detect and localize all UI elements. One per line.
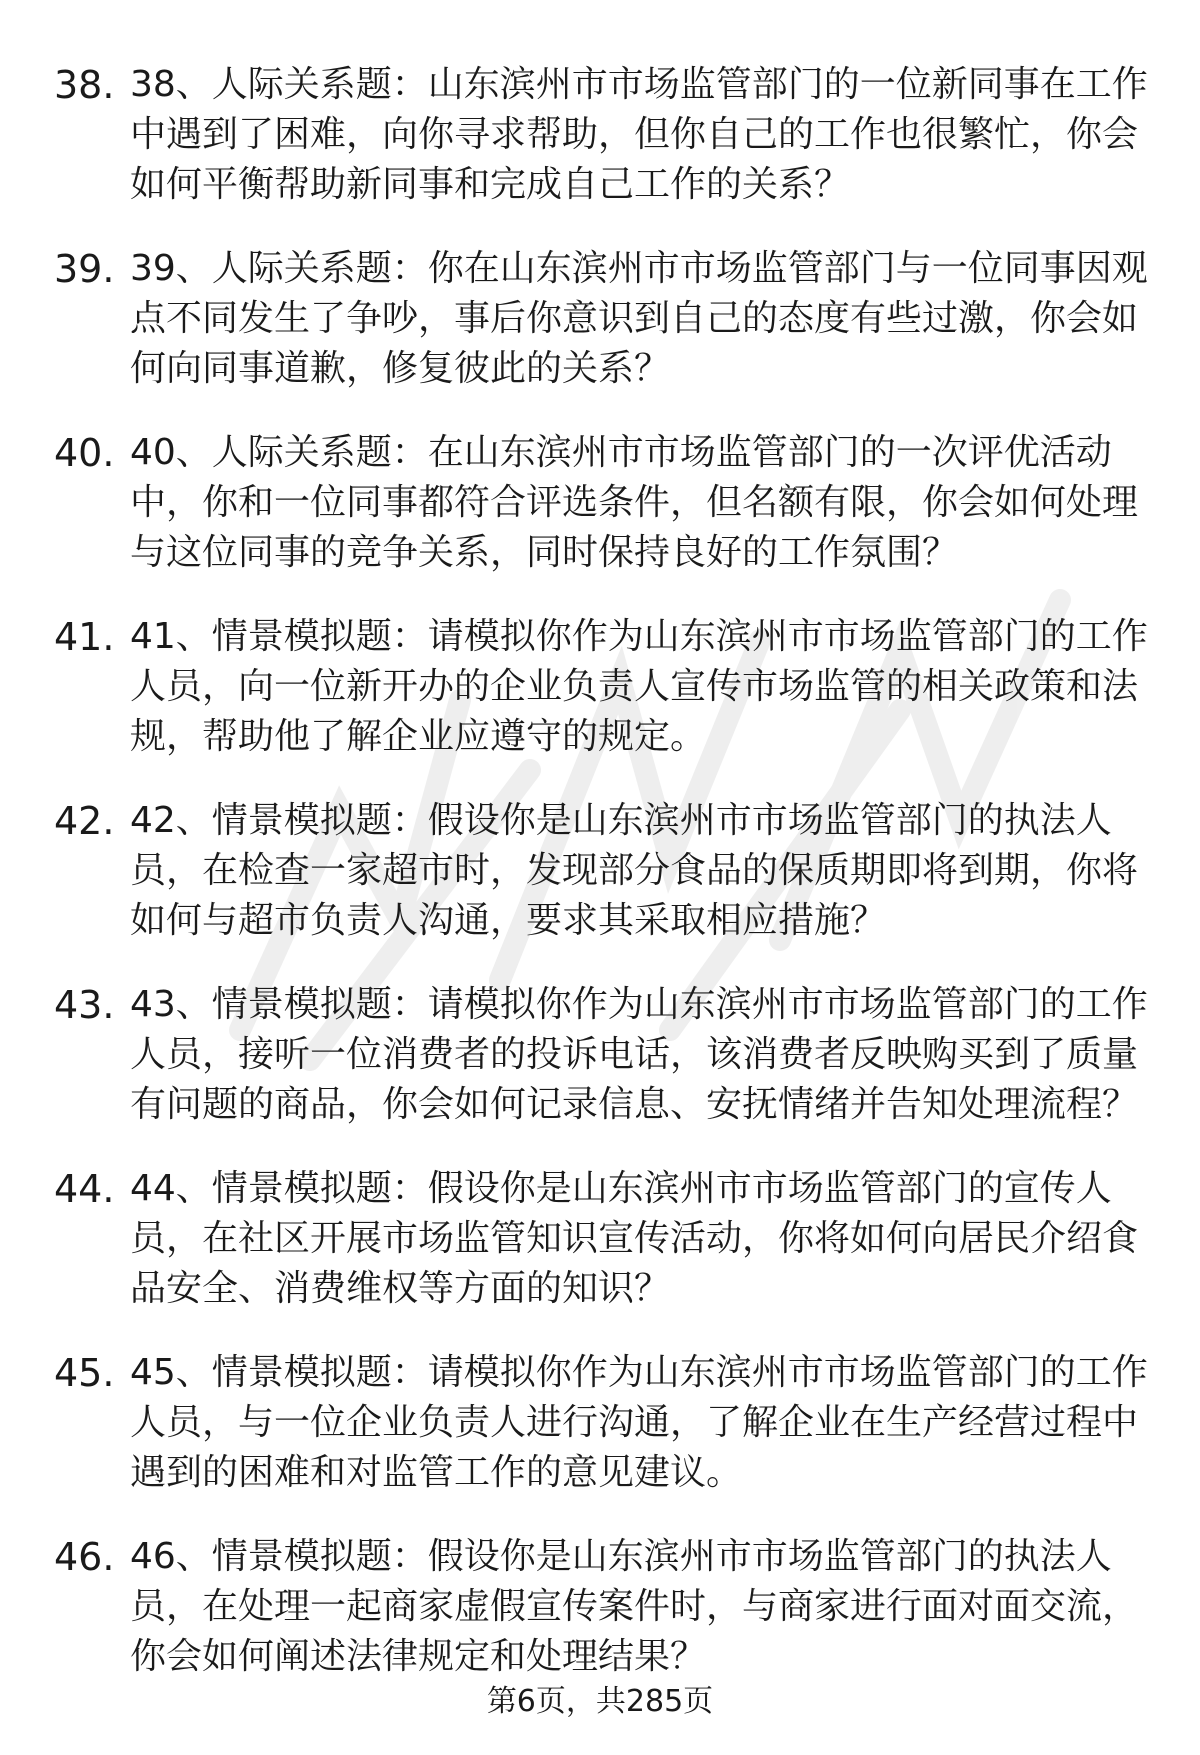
question-text-line: 38、人际关系题：山东滨州市市场监管部门的一位新同事在工作 xyxy=(130,64,1148,105)
question-number: 42. xyxy=(54,799,115,843)
question-text-line: 42、情景模拟题：假设你是山东滨州市市场监管部门的执法人 xyxy=(130,800,1112,841)
question-text-line: 员，在检查一家超市时，发现部分食品的保质期即将到期，你将 xyxy=(130,850,1139,891)
question-text-line: 遇到的困难和对监管工作的意见建议。 xyxy=(130,1452,743,1493)
question-text-line: 品安全、消费维权等方面的知识？ xyxy=(130,1268,671,1309)
question-text-line: 中，你和一位同事都符合评选条件，但名额有限，你会如何处理 xyxy=(130,482,1139,523)
question-text-line: 点不同发生了争吵，事后你意识到自己的态度有些过激，你会如 xyxy=(130,298,1139,339)
question-text-line: 员，在处理一起商家虚假宣传案件时，与商家进行面对面交流， xyxy=(130,1586,1139,1627)
question-text xyxy=(130,244,1150,394)
question-item xyxy=(0,796,1200,980)
question-item xyxy=(0,244,1200,428)
question-number: 39. xyxy=(54,247,115,291)
question-item xyxy=(0,980,1200,1164)
question-text-line: 与这位同事的竞争关系，同时保持良好的工作氛围？ xyxy=(130,532,959,573)
question-text-line: 中遇到了困难，向你寻求帮助，但你自己的工作也很繁忙，你会 xyxy=(130,114,1139,155)
question-item xyxy=(0,1348,1200,1532)
question-text xyxy=(130,428,1150,578)
question-number: 46. xyxy=(54,1535,115,1579)
question-text xyxy=(130,980,1150,1130)
question-number: 38. xyxy=(54,63,115,107)
question-number: 43. xyxy=(54,983,115,1027)
question-text-line: 人员，向一位新开办的企业负责人宣传市场监管的相关政策和法 xyxy=(130,666,1139,707)
question-text-line: 如何与超市负责人沟通，要求其采取相应措施？ xyxy=(130,900,887,941)
question-text xyxy=(130,60,1150,210)
question-text-line: 规，帮助他了解企业应遵守的规定。 xyxy=(130,716,707,757)
question-text-line: 40、人际关系题：在山东滨州市市场监管部门的一次评优活动 xyxy=(130,432,1112,473)
page-number: 第6页，共285页 xyxy=(486,1684,714,1719)
question-text-line: 39、人际关系题：你在山东滨州市市场监管部门与一位同事因观 xyxy=(130,248,1148,289)
question-number: 44. xyxy=(54,1167,115,1211)
question-text xyxy=(130,612,1150,762)
question-text-line: 你会如何阐述法律规定和处理结果？ xyxy=(130,1636,707,1677)
question-text-line: 44、情景模拟题：假设你是山东滨州市市场监管部门的宣传人 xyxy=(130,1168,1112,1209)
question-text-line: 何向同事道歉，修复彼此的关系？ xyxy=(130,348,671,389)
question-item xyxy=(0,1164,1200,1348)
question-text-line: 43、情景模拟题：请模拟你作为山东滨州市市场监管部门的工作 xyxy=(130,984,1148,1025)
question-text-line: 人员，接听一位消费者的投诉电话，该消费者反映购买到了质量 xyxy=(130,1034,1139,1075)
question-text-line: 人员，与一位企业负责人进行沟通，了解企业在生产经营过程中 xyxy=(130,1402,1139,1443)
question-text-line: 41、情景模拟题：请模拟你作为山东滨州市市场监管部门的工作 xyxy=(130,616,1148,657)
question-number: 41. xyxy=(54,615,115,659)
question-text-line: 有问题的商品，你会如何记录信息、安抚情绪并告知处理流程？ xyxy=(130,1084,1139,1125)
question-text-line: 45、情景模拟题：请模拟你作为山东滨州市市场监管部门的工作 xyxy=(130,1352,1148,1393)
question-text xyxy=(130,796,1150,946)
question-text xyxy=(130,1348,1150,1498)
question-number: 45. xyxy=(54,1351,115,1395)
question-text xyxy=(130,1532,1150,1682)
question-text-line: 46、情景模拟题：假设你是山东滨州市市场监管部门的执法人 xyxy=(130,1536,1112,1577)
question-item xyxy=(0,428,1200,612)
question-text-line: 如何平衡帮助新同事和完成自己工作的关系？ xyxy=(130,164,851,205)
question-item xyxy=(0,60,1200,244)
question-item xyxy=(0,612,1200,796)
question-list xyxy=(0,60,1200,1716)
question-text-line: 员，在社区开展市场监管知识宣传活动，你将如何向居民介绍食 xyxy=(130,1218,1139,1259)
question-text xyxy=(130,1164,1150,1314)
question-number: 40. xyxy=(54,431,115,475)
